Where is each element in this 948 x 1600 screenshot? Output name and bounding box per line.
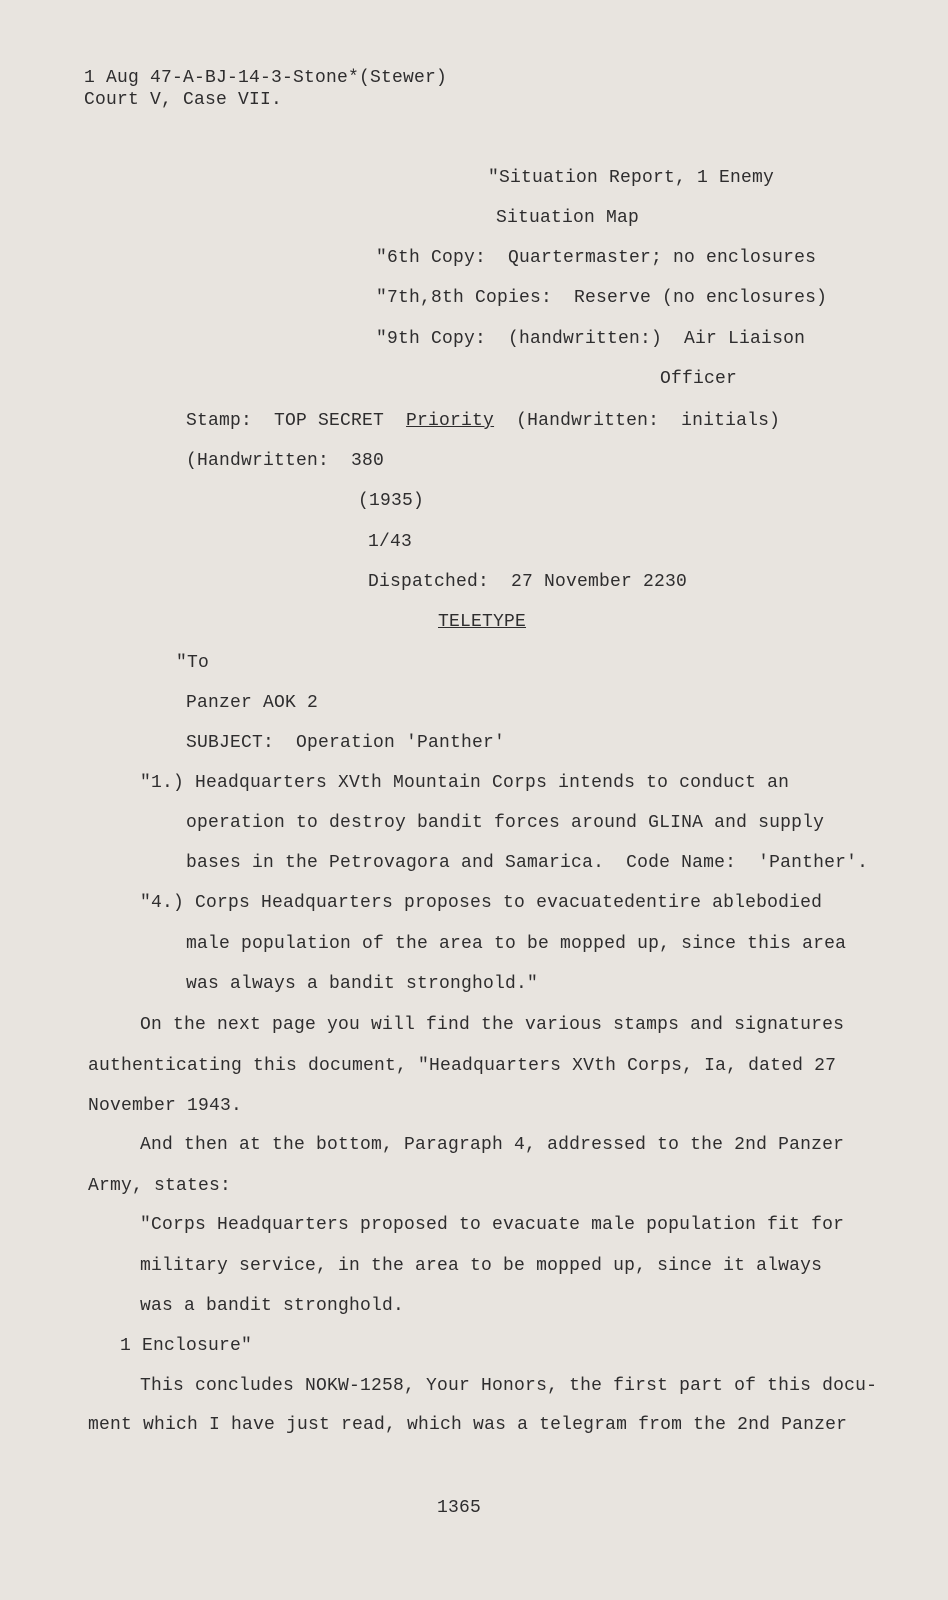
quote-line-2: military service, in the area to be mopped up, since it always — [140, 1256, 823, 1276]
paragraph-1-line-3: bases in the Petrovagora and Samarica. Code Name: 'Panther'. — [186, 853, 869, 873]
handwritten-line-1: (Handwritten: 380 — [186, 451, 385, 471]
body-paragraph-a-line-3: November 1943. — [88, 1096, 243, 1116]
dispatched-line: Dispatched: 27 November 2230 — [368, 572, 688, 592]
body-paragraph-c-line-2: ment which I have just read, which was a telegram from the 2nd Panzer — [88, 1415, 848, 1435]
page-number: 1365 — [437, 1498, 482, 1518]
body-paragraph-a-line-2: authenticating this document, "Headquarters XVth Corps, Ia, dated 27 — [88, 1056, 837, 1076]
body-paragraph-c-line-1: This concludes NOKW-1258, Your Honors, the first part of this docu- — [140, 1376, 878, 1396]
header-reference: 1 Aug 47-A-BJ-14-3-Stone*(Stewer) — [84, 68, 448, 88]
routing-line-2: Situation Map — [496, 208, 640, 228]
routing-line-6: Officer — [660, 369, 738, 389]
paragraph-1-line-1: "1.) Headquarters XVth Mountain Corps intends to conduct an — [140, 773, 790, 793]
handwritten-line-2: (1935) — [358, 491, 425, 511]
body-paragraph-b-line-1: And then at the bottom, Paragraph 4, addressed to the 2nd Panzer — [140, 1135, 845, 1155]
teletype-heading: TELETYPE — [438, 612, 527, 632]
routing-line-3: "6th Copy: Quartermaster; no enclosures — [376, 248, 817, 268]
paragraph-4-line-1: "4.) Corps Headquarters proposes to evacuatedentire ablebodied — [140, 893, 823, 913]
handwritten-line-3: 1/43 — [368, 532, 413, 552]
body-paragraph-b-line-2: Army, states: — [88, 1176, 232, 1196]
message-subject: SUBJECT: Operation 'Panther' — [186, 733, 506, 753]
routing-line-1: "Situation Report, 1 Enemy — [488, 168, 775, 188]
message-to: "To — [176, 653, 210, 673]
quote-line-3: was a bandit stronghold. — [140, 1296, 405, 1316]
paragraph-4-line-2: male population of the area to be mopped up, since this area — [186, 934, 847, 954]
routing-line-5: "9th Copy: (handwritten:) Air Liaison — [376, 329, 806, 349]
enclosure-line: 1 Enclosure" — [120, 1336, 253, 1356]
paragraph-1-line-2: operation to destroy bandit forces around GLINA and supply — [186, 813, 825, 833]
message-addressee: Panzer AOK 2 — [186, 693, 319, 713]
quote-line-1: "Corps Headquarters proposed to evacuate male population fit for — [140, 1215, 845, 1235]
routing-line-4: "7th,8th Copies: Reserve (no enclosures) — [376, 288, 828, 308]
paragraph-4-line-3: was always a bandit stronghold." — [186, 974, 539, 994]
body-paragraph-a-line-1: On the next page you will find the various stamps and signatures — [140, 1015, 845, 1035]
stamp-label: Stamp: TOP SECRET — [186, 411, 407, 431]
stamp-line — [186, 410, 780, 432]
header-court: Court V, Case VII. — [84, 90, 283, 110]
stamp-rest: (Handwritten: initials) — [494, 411, 781, 431]
stamp-priority: Priority — [406, 411, 495, 431]
